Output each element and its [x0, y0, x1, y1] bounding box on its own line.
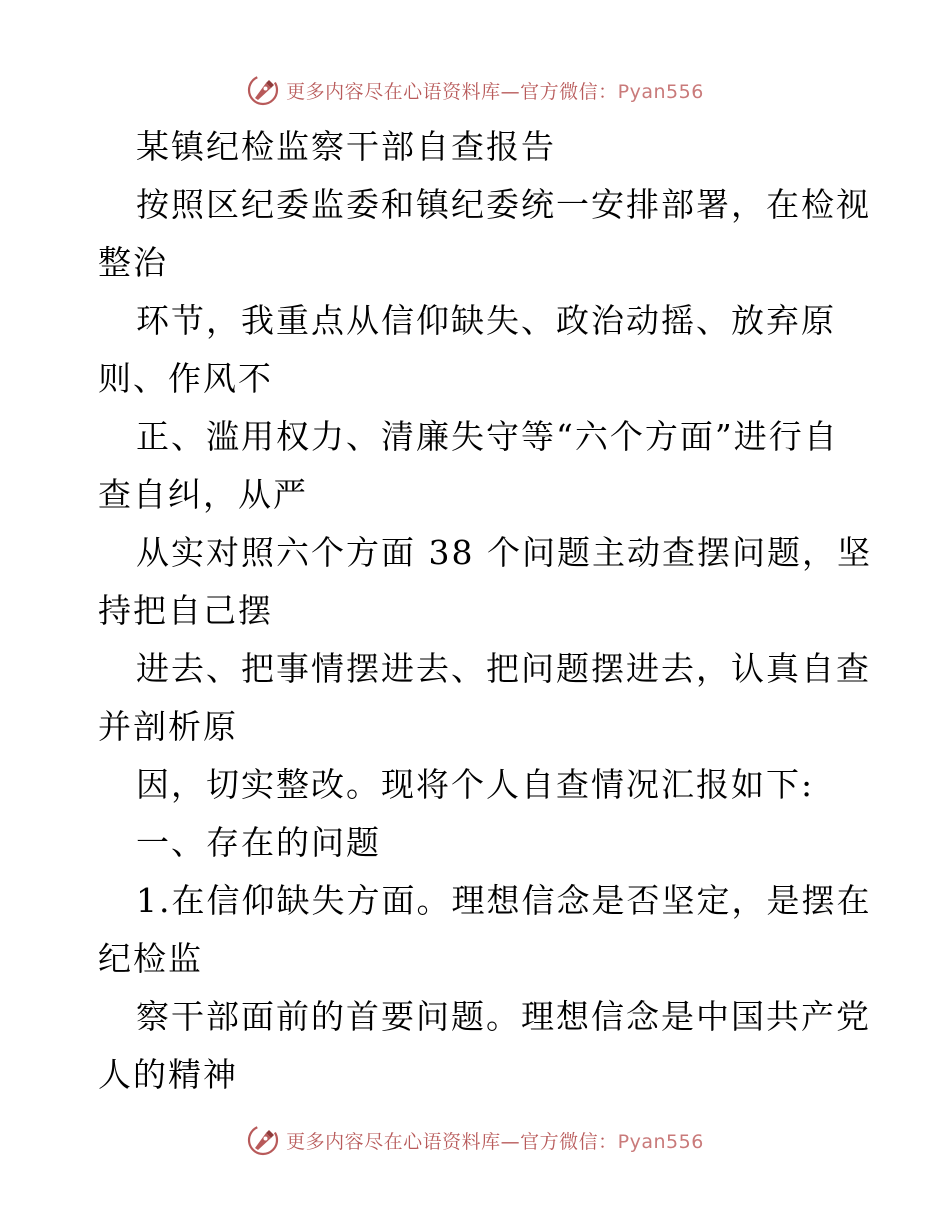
header-banner-handle: Pyan556: [617, 80, 704, 103]
header-banner-label: 更多内容尽在心语资料库—官方微信：: [286, 80, 618, 103]
paragraph-line: 持把自己摆: [98, 591, 273, 630]
paragraph-line: 则、作风不: [98, 359, 273, 398]
header-banner-text: [286, 77, 704, 104]
paragraph-line: 进去、把事情摆进去、把问题摆进去，认真自查: [136, 649, 871, 688]
footer-banner: [0, 1120, 950, 1160]
document-body: [98, 118, 872, 1104]
paragraph-line: 察干部面前的首要问题。理想信念是中国共产党: [136, 997, 871, 1036]
paragraph-line: 从实对照六个方面 38 个问题主动查摆问题，坚: [136, 533, 872, 572]
paragraph-line: 纪检监: [98, 939, 203, 978]
footer-banner-handle: Pyan556: [617, 1130, 704, 1153]
paragraph-line: 人的精神: [98, 1055, 238, 1094]
header-banner-inner: [246, 73, 704, 107]
paragraph-line: 1.在信仰缺失方面。理想信念是否坚定，是摆在: [136, 881, 872, 920]
paragraph-line: 查自纠，从严: [98, 475, 308, 514]
paragraph-line: 因，切实整改。现将个人自查情况汇报如下:: [136, 765, 815, 804]
paragraph-line: 环节，我重点从信仰缺失、政治动摇、放弃原: [136, 301, 836, 340]
header-banner: [0, 70, 950, 110]
footer-banner-inner: [246, 1123, 704, 1157]
document-title: 某镇纪检监察干部自查报告: [136, 127, 556, 166]
paragraph-line: 并剖析原: [98, 707, 238, 746]
footer-banner-label: 更多内容尽在心语资料库—官方微信：: [286, 1130, 618, 1153]
paragraph-line: 整治: [98, 243, 168, 282]
paragraph-line: 正、滥用权力、清廉失守等“六个方面”进行自: [136, 417, 839, 456]
paragraph-line: 按照区纪委监委和镇纪委统一安排部署，在检视: [136, 185, 871, 224]
section-heading: 一、存在的问题: [136, 823, 381, 862]
pen-nib-logo-icon: [246, 1123, 280, 1157]
footer-banner-text: [286, 1127, 704, 1154]
pen-nib-logo-icon: [246, 73, 280, 107]
